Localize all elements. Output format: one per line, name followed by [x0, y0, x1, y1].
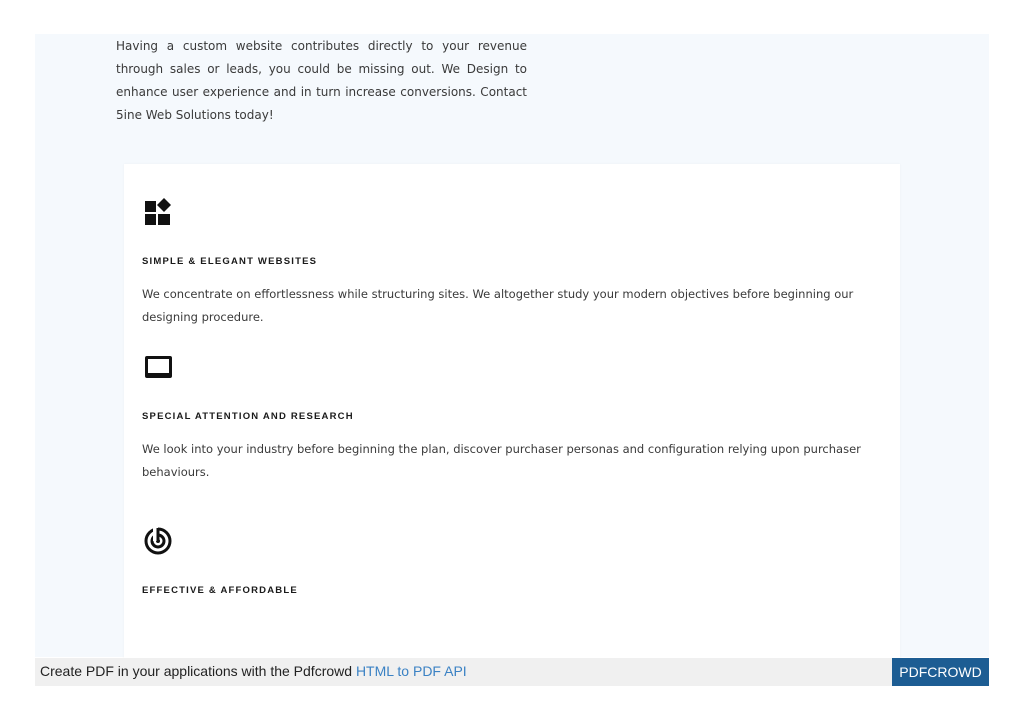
intro-paragraph: Having a custom website contributes directly to your revenue through sales or leads, you could be missing out. We Design to enhance user experience and in turn increase conversions. Contact 5ine Web Solutions today!: [116, 39, 527, 122]
pdfcrowd-brand-button[interactable]: PDFCROWD: [892, 658, 989, 686]
radar-target-icon: [142, 525, 174, 557]
feature-title-simple-elegant: SIMPLE & ELEGANT WEBSITES: [142, 256, 318, 267]
feature-title-special-attention: SPECIAL ATTENTION AND RESEARCH: [142, 411, 354, 422]
feature-text-special-attention: We look into your industry before beginning the plan, discover purchaser personas and configuration relying upon purchaser behaviours.: [142, 442, 861, 479]
monitor-icon: [142, 352, 174, 384]
footer-text: [40, 663, 467, 679]
feature-text-simple-elegant: We concentrate on effortlessness while structuring sites. We altogether study your modern objectives before beginning our designing procedure.: [142, 287, 854, 324]
footer-prefix: Create PDF in your applications with the Pdfcrowd: [40, 663, 356, 679]
pdfcrowd-footer: [35, 658, 989, 686]
feature-title-effective-affordable: EFFECTIVE & AFFORDABLE: [142, 585, 298, 596]
html-to-pdf-api-link[interactable]: HTML to PDF API: [355, 663, 467, 679]
widgets-icon: [142, 196, 174, 228]
